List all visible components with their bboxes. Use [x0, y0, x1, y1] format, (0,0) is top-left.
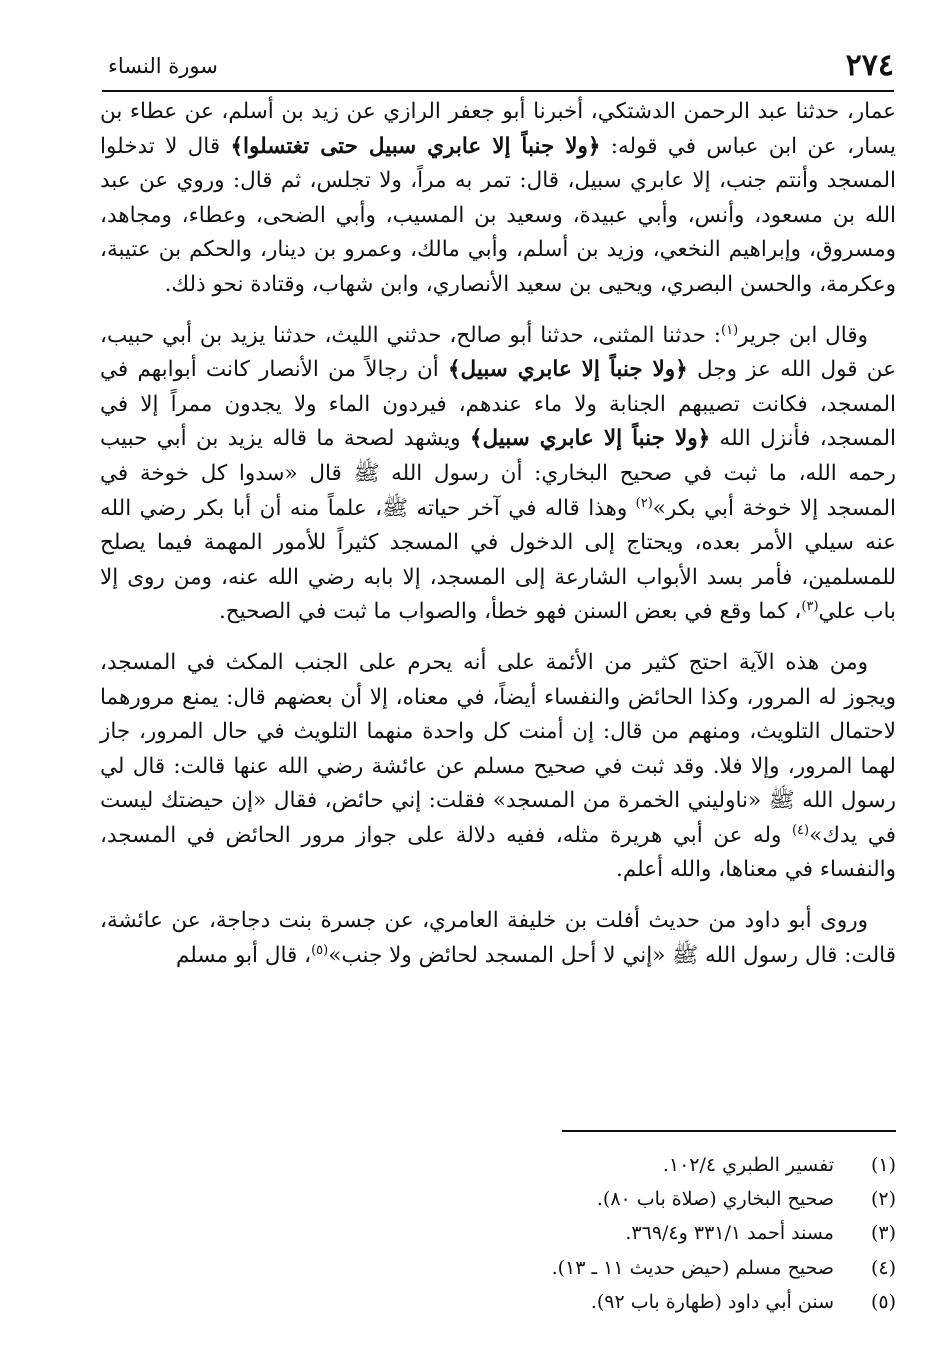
footnote: [300, 1148, 896, 1182]
page-number: ٢٧٤: [845, 48, 894, 83]
footnote-text: صحيح مسلم (حيض حديث ١١ ـ ١٣).: [551, 1256, 834, 1279]
footnote: [300, 1285, 896, 1319]
body-text: [100, 95, 896, 973]
footnote-ref: (٢): [635, 495, 653, 511]
paragraph-2: [100, 319, 896, 630]
text-run: وهذا قاله في آخر حياته ﷺ، علماً منه أن أبا بكر رضي الله عنه سيلي الأمر بعده، ويحتاج إلى الدخول في المسجد كثيراً للأمور المهمة فيما يصلح للمسلمين، فأمر بسد الأبواب الشارعة إلى المسجد، إلا بابه رضي الله عنه، ومن روى إلا باب علي: [100, 495, 896, 625]
footnote-text: سنن أبي داود (طهارة باب ٩٢).: [590, 1290, 834, 1313]
text-run: وقال ابن جرير: [738, 322, 869, 348]
footnote-ref: (٤): [791, 822, 810, 838]
footnote-number: (٣): [870, 1222, 896, 1245]
footnote-ref: (٥): [311, 942, 329, 958]
text-run: : حدثنا المثنى، حدثنا أبو صالح، حدثني الليث، حدثنا يزيد بن أبي حبيب، عن قول الله عز وجل: [100, 322, 896, 383]
footnote: [300, 1216, 896, 1250]
footnote-divider: [562, 1130, 896, 1132]
footnote-text: مسند أحمد ٣٣١/١ و٣٦٩/٤.: [625, 1222, 834, 1245]
paragraph-1: [100, 95, 896, 303]
footnote-text: صحيح البخاري (صلاة باب ٨٠).: [596, 1188, 834, 1211]
footnote-number: (٤): [870, 1256, 896, 1279]
footnotes: [300, 1148, 896, 1319]
footnote: [300, 1182, 896, 1216]
footnote-ref: (١): [721, 322, 739, 338]
text-run: وله عن أبي هريرة مثله، ففيه دلالة على جواز مرور الحائض في المسجد، والنفساء في معناها، والله أعلم.: [100, 822, 896, 883]
page-header: [102, 46, 894, 92]
footnote-ref: (٣): [801, 599, 819, 615]
paragraph-3: [100, 646, 896, 888]
text-run: عمار، حدثنا عبد الرحمن الدشتكي، أخبرنا أبو جعفر الرازي عن زيد بن أسلم، عن عطاء بن يسار، عن ابن عباس في قوله:: [100, 99, 896, 159]
quran-quote: ﴿ولا جنباً إلا عابري سبيل﴾: [447, 357, 688, 383]
text-run: قال لا تدخلوا المسجد وأنتم جنب، إلا عابري سبيل، قال: تمر به مراً، ولا تجلس، ثم قال: وروي عن عبد الله بن مسعود، وأنس، وأبي عبيدة، وسعيد بن المسيب، وأبي الضحى، وعطاء، ومجاهد، ومسروق، وإبراهيم النخعي، وزيد بن أسلم، وأبي مالك، وعمرو بن دينار، والحكم بن عتيبة، وعكرمة، والحسن البصري، ويحيى بن سعيد الأنصاري، وابن شهاب، وقتادة نحو ذلك.: [100, 133, 896, 297]
text-run: وروى أبو داود من حديث أفلت بن خليفة العامري، عن جسرة بنت دجاجة، عن عائشة، قالت: قال رسول الله ﷺ «إني لا أحل المسجد لحائض ولا جنب»: [100, 908, 896, 968]
paragraph-4: [100, 904, 896, 973]
footnote-number: (٢): [870, 1188, 896, 1211]
text-run: ويشهد لصحة ما قاله يزيد بن أبي حبيب رحمه الله، ما ثبت في صحيح البخاري: أن رسول الله ﷺ قال «سدوا كل خوخة في المسجد إلا خوخة أبي بكر»: [100, 426, 896, 521]
footnote-text: تفسير الطبري ١٠٢/٤.: [662, 1154, 834, 1176]
footnote-number: (١): [870, 1154, 896, 1176]
running-title: سورة النساء: [108, 54, 218, 78]
text-run: أن رجالاً من الأنصار كانت أبوابهم في المسجد، فكانت تصيبهم الجنابة ولا ماء عندهم، فيردون الماء ولا يجدون ممراً إلا في المسجد، فأنزل الله: [100, 357, 896, 452]
footnote-number: (٥): [870, 1290, 896, 1313]
text-run: ، كما وقع في بعض السنن فهو خطأ، والصواب ما ثبت في الصحيح.: [218, 599, 802, 625]
text-run: ومن هذه الآية احتج كثير من الأئمة على أنه يحرم على الجنب المكث في المسجد، ويجوز له المرور، وكذا الحائض والنفساء أيضاً، في معناه، إلا أن بعضهم قال: يمنع مرورهما لاحتمال التلويث، ومنهم من قال: إن أمنت كل واحدة منهما التلويث في حال المرور، جاز لهما المرور، وإلا فلا. وقد ثبت في صحيح مسلم عن عائشة رضي الله عنها قالت: قال لي رسول الله ﷺ «ناوليني الخمرة من المسجد» فقلت: إني حائض، فقال «إن حيضتك ليست في يدك»: [100, 649, 896, 848]
quran-quote: ﴿ولا جنباً إلا عابري سبيل﴾: [469, 426, 711, 452]
text-run: ، قال أبو مسلم: [176, 942, 312, 968]
footnote: [300, 1251, 896, 1285]
quran-quote: ﴿ولا جنباً إلا عابري سبيل حتى تغتسلوا﴾: [230, 133, 601, 159]
